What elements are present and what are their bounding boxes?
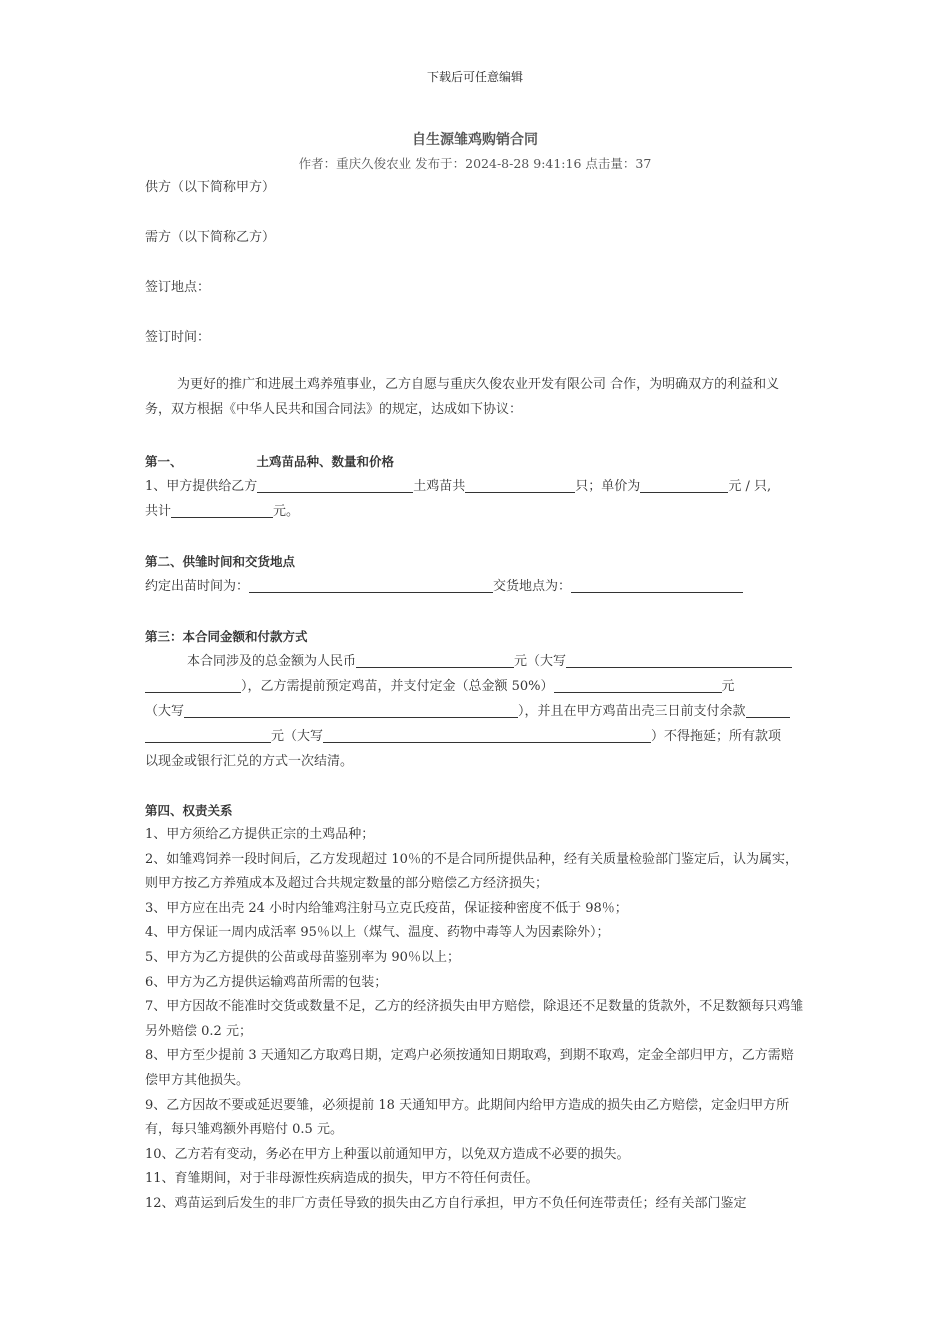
quantity-label: 土鸡苗共 <box>413 479 466 494</box>
no-delay-label: ）不得拖延；所有款项 <box>651 729 782 744</box>
balance-label: ），并且在甲方鸡苗出壳三日前支付余款 <box>518 704 746 719</box>
intro-paragraph: 为更好的推广和进展土鸡养殖事业，乙方自愿与重庆久俊农业开发有限公司 合作，为明确双方的利益和义务，双方根据《中华人民共和国合同法》的规定，达成如下协议： <box>145 377 780 417</box>
capital-label-1: 元（大写 <box>514 654 567 669</box>
section-1-number: 第一、 <box>145 454 183 469</box>
deposit-unit: 元 <box>721 679 735 694</box>
section-4-list <box>145 823 805 1217</box>
capital-label-3: 元（大写 <box>271 729 324 744</box>
section-2-heading: 第二、供雏时间和交货地点 <box>145 554 296 569</box>
clause-11: 11、育雏期间，对于非母源性疾病造成的损失，甲方不符任何责任。 <box>145 1171 539 1187</box>
clause-5: 5、甲方为乙方提供的公苗或母苗鉴别率为 90％以上； <box>145 949 460 965</box>
total-amount-blank[interactable] <box>356 653 514 668</box>
deposit-label: ），乙方需提前预定鸡苗，并支付定金（总金额 50%） <box>241 679 554 694</box>
clause-9: 9、乙方因故不要或延迟要雏，必须提前 18 天通知甲方。此期间内给甲方造成的损失由乙方赔偿，定金归甲方所有，每只雏鸡额外再赔付 0.5 元。 <box>145 1097 790 1138</box>
sign-place-line: 签订地点： <box>145 280 211 295</box>
capital-label-2: （大写 <box>145 704 185 719</box>
quantity-blank[interactable] <box>465 478 575 493</box>
deposit-blank[interactable] <box>554 678 722 693</box>
clause-10: 10、乙方若有变动，务必在甲方上种蛋以前通知甲方，以免双方造成不必要的损失。 <box>145 1146 630 1162</box>
delivery-place-blank[interactable] <box>571 578 743 593</box>
section-2-line <box>145 577 820 597</box>
clause-6: 6、甲方为乙方提供运输鸡苗所需的包装； <box>145 974 388 990</box>
clause-8: 8、甲方至少提前 3 天通知乙方取鸡日期，定鸡户必须按通知日期取鸡，到期不取鸡，定金全部归甲方，乙方需赔偿甲方其他损失。 <box>145 1048 794 1088</box>
clause-4: 4、甲方保证一周内成活率 95％以上（煤气、温度、药物中毒等人为因素除外）； <box>145 925 610 941</box>
capital-blank-1a[interactable] <box>566 653 792 668</box>
capital-blank-3[interactable] <box>323 728 651 743</box>
delivery-place-label: 交货地点为： <box>493 579 572 594</box>
section-1-line-1 <box>145 477 820 497</box>
section-3-heading: 第三：本合同金额和付款方式 <box>145 629 308 644</box>
capital-blank-2[interactable] <box>184 703 518 718</box>
total-amount-label: 本合同涉及的总金额为人民币 <box>187 654 357 669</box>
clause-1: 1、甲方须给乙方提供正宗的土鸡品种； <box>145 827 375 842</box>
section-1-line-2 <box>145 502 820 522</box>
section-4-heading: 第四、权责关系 <box>145 803 233 818</box>
balance-blank-a[interactable] <box>746 703 790 718</box>
buyer-line: 需方（以下简称乙方） <box>145 230 276 245</box>
clause-7: 7、甲方因故不能准时交货或数量不足，乙方的经济损失由甲方赔偿，除退还不足数量的货款外，不足数额每只鸡雏另外赔偿 0.2 元； <box>145 999 804 1039</box>
supply-label: 1、甲方提供给乙方 <box>145 479 258 494</box>
header-note: 下载后可任意编辑 <box>426 70 523 84</box>
section-3-line-1 <box>145 652 820 672</box>
supplier-line: 供方（以下简称甲方） <box>145 180 276 195</box>
hatch-time-label: 约定出苗时间为： <box>145 579 250 594</box>
page-title: 自生源雏鸡购销合同 <box>412 132 538 148</box>
variety-blank[interactable] <box>257 478 413 493</box>
unit-label: 元 / 只, <box>728 479 772 494</box>
balance-blank-b[interactable] <box>145 728 271 743</box>
unit-price-blank[interactable] <box>640 478 728 493</box>
clause-3: 3、甲方应在出壳 24 小时内给雏鸡注射马立克氏疫苗，保证接种密度不低于 98％； <box>145 900 628 916</box>
total-blank[interactable] <box>171 503 273 518</box>
capital-blank-1b[interactable] <box>145 678 241 693</box>
article-meta: 作者：重庆久俊农业 发布于：2024-8-28 9:41:16 点击量：37 <box>298 156 652 171</box>
sign-time-line: 签订时间： <box>145 330 211 345</box>
section-1-heading <box>145 452 820 472</box>
clause-2: 2、如雏鸡饲养一段时间后，乙方发现超过 10％的不是合同所提供品种，经有关质量检验部门鉴定后，认为属实，则甲方按乙方养殖成本及超过合共规定数量的部分赔偿乙方经济损失； <box>145 851 798 892</box>
section-3-line-5: 以现金或银行汇兑的方式一次结清。 <box>145 754 354 769</box>
section-3-line-2 <box>145 677 820 697</box>
unit-price-label: 只；单价为 <box>575 479 641 494</box>
total-unit: 元。 <box>273 504 300 519</box>
section-3-line-3 <box>145 702 820 722</box>
section-3-line-4 <box>145 727 820 747</box>
clause-12: 12、鸡苗运到后发生的非厂方责任导致的损失由乙方自行承担，甲方不负任何连带责任；经有关部门鉴定 <box>145 1195 747 1211</box>
hatch-time-blank[interactable] <box>249 578 493 593</box>
total-label: 共计 <box>145 504 172 519</box>
section-1-title: 土鸡苗品种、数量和价格 <box>256 454 395 469</box>
